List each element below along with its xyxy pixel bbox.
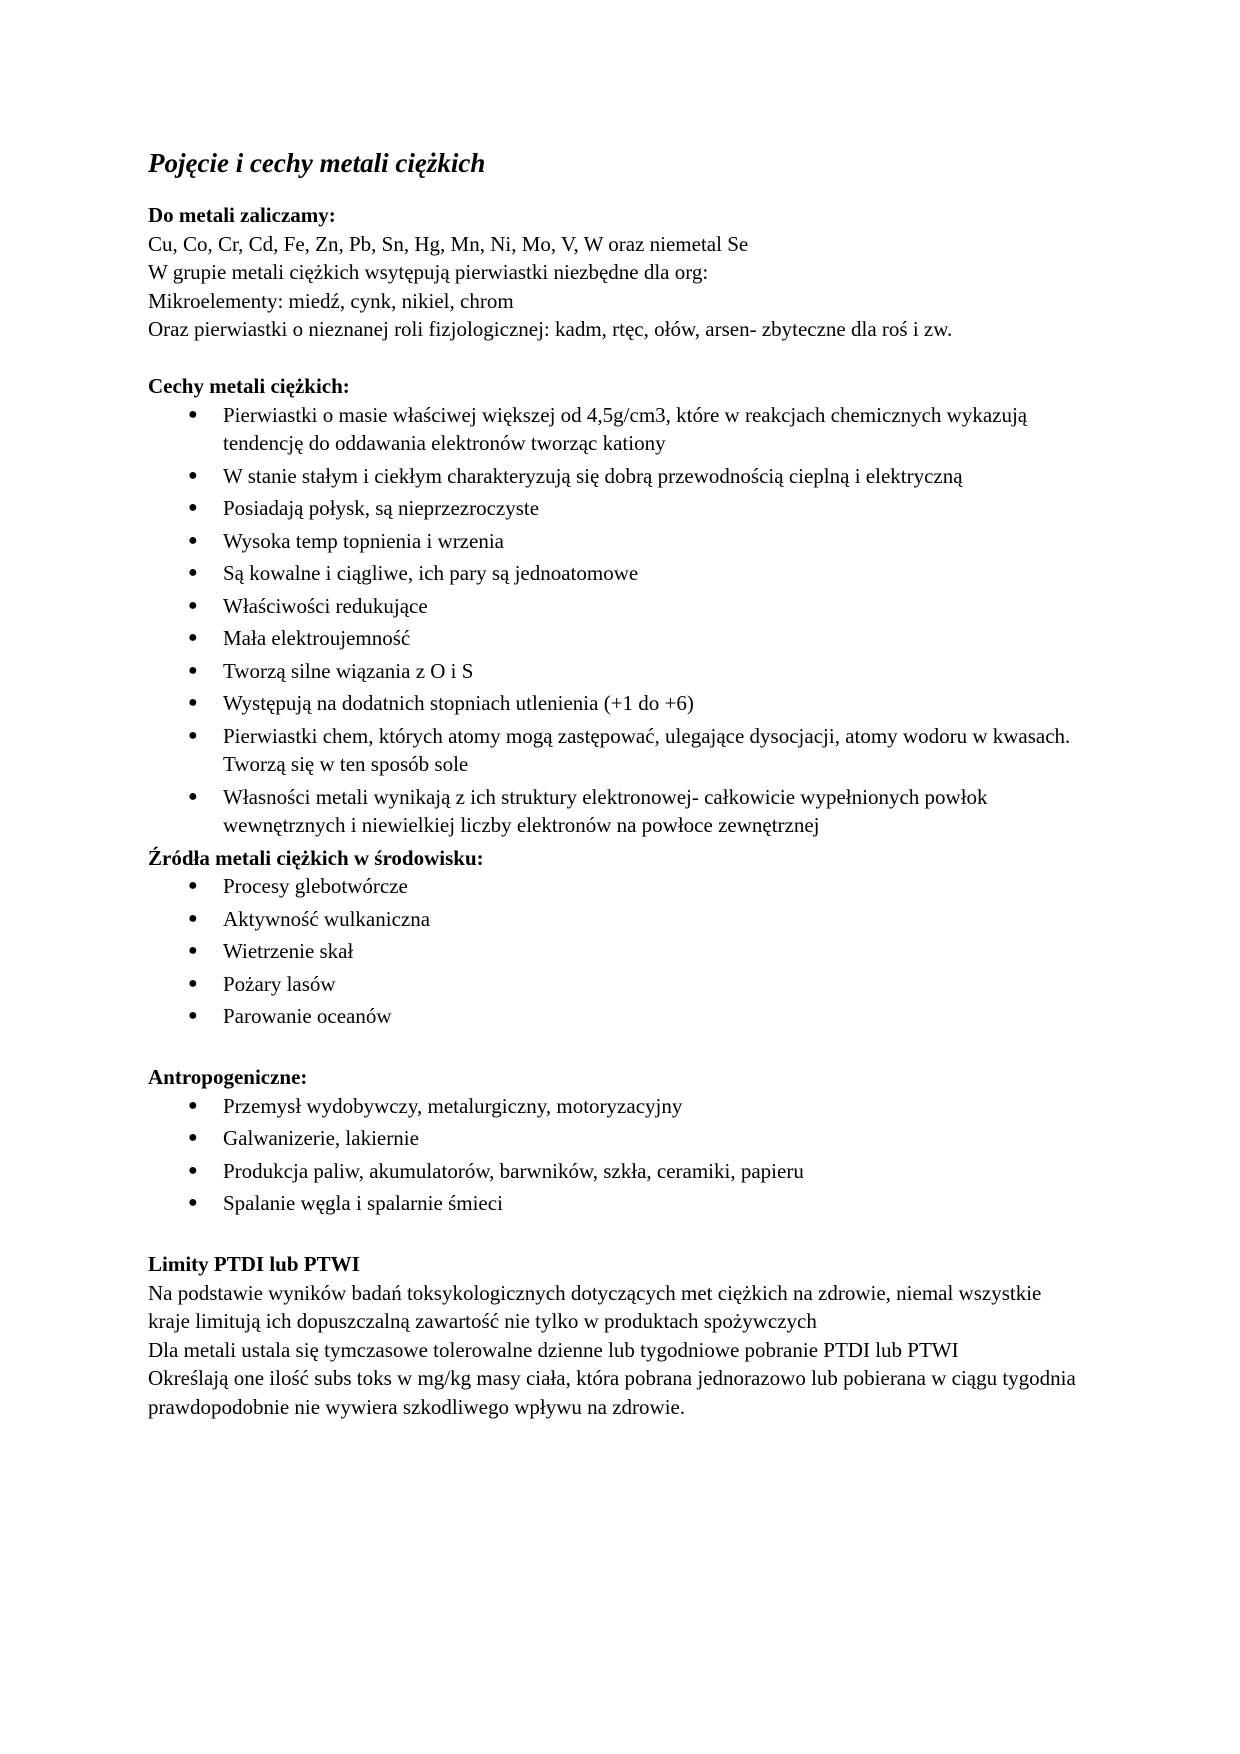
list-item-text: Procesy glebotwórcze: [223, 874, 408, 898]
list-item-text: Występują na dodatnich stopniach utlenienia (+1 do +6): [223, 691, 694, 715]
list-item: [148, 494, 1088, 523]
limits-line: Dla metali ustala się tymczasowe tolerowalne dzienne lub tygodniowe pobranie PTDI lub PTWI: [148, 1337, 959, 1362]
list-item: [148, 937, 1088, 966]
limits-line: Określają one ilość subs toks w mg/kg masy ciała, która pobrana jednorazowo lub pobierana w ciągu tygodnia prawdopodobnie nie wywiera szkodliwego wpływu na zdrowie.: [148, 1366, 1076, 1419]
list-item: [148, 689, 1088, 718]
list-item: [148, 905, 1088, 934]
bullet-icon: ●: [188, 629, 198, 646]
list-item-text: Są kowalne i ciągliwe, ich pary są jednoatomowe: [223, 561, 639, 585]
metals-line: Cu, Co, Cr, Cd, Fe, Zn, Pb, Sn, Hg, Mn, Ni, Mo, V, W oraz niemetal Se: [148, 231, 749, 256]
document-body: [148, 145, 1088, 1421]
features-section: [148, 372, 1088, 840]
list-item-text: W stanie stałym i ciekłym charakteryzują się dobrą przewodnością cieplną i elektryczną: [223, 463, 963, 488]
list-item-text: Posiadają połysk, są nieprzezroczyste: [223, 496, 540, 520]
list-item-text: Wysoka temp topnienia i wrzenia: [223, 528, 504, 553]
anthropogenic-heading: Antropogeniczne:: [148, 1065, 308, 1089]
bullet-icon: ●: [188, 1007, 198, 1024]
list-item: [148, 592, 1088, 621]
list-item-text: Właściwości redukujące: [223, 593, 428, 618]
spacer: [148, 1035, 1088, 1064]
list-item: [148, 1124, 1088, 1153]
list-item: [148, 559, 1088, 588]
list-item-text: Tworzą silne wiązania z O i S: [223, 658, 474, 683]
anthropogenic-section: [148, 1063, 1088, 1218]
bullet-icon: ●: [188, 405, 198, 423]
list-item-text: Własności metali wynikają z ich struktury elektronowej- całkowicie wypełnionych powłok wewnętrznych i niewielkiej liczby elektronów na powłoce zewnętrznej: [223, 784, 988, 837]
features-heading: Cechy metali ciężkich:: [148, 374, 350, 398]
list-item-text: Wietrzenie skał: [223, 939, 354, 963]
list-item: [148, 783, 1088, 840]
bullet-icon: ●: [188, 531, 198, 549]
list-item-text: Mała elektroujemność: [223, 626, 411, 650]
metals-section: [148, 201, 1088, 344]
list-item: [148, 1189, 1088, 1218]
bullet-icon: ●: [188, 877, 198, 894]
anthropogenic-list: [148, 1092, 1088, 1218]
bullet-icon: ●: [188, 942, 198, 959]
list-item: [148, 1157, 1088, 1186]
list-item-text: Pożary lasów: [223, 971, 336, 996]
list-item-text: Przemysł wydobywczy, metalurgiczny, motoryzacyjny: [223, 1093, 683, 1118]
limits-section: [148, 1250, 1088, 1421]
bullet-icon: ●: [188, 1194, 198, 1211]
limits-heading: Limity PTDI lub PTWI: [148, 1252, 360, 1276]
metals-heading: Do metali zaliczamy:: [148, 203, 336, 227]
bullet-icon: ●: [188, 466, 198, 484]
list-item: [148, 872, 1088, 901]
list-item-text: Aktywność wulkaniczna: [223, 906, 431, 931]
list-item-text: Galwanizerie, lakiernie: [223, 1126, 419, 1150]
list-item-text: Produkcja paliw, akumulatorów, barwników, szkła, ceramiki, papieru: [223, 1158, 804, 1183]
sources-section: [148, 844, 1088, 1031]
list-item: [148, 722, 1088, 779]
list-item-text: Spalanie węgla i spalarnie śmieci: [223, 1191, 503, 1215]
metals-line: W grupie metali ciężkich wsytępują pierwiastki niezbędne dla org:: [148, 260, 709, 284]
bullet-icon: ●: [188, 596, 198, 614]
bullet-icon: ●: [188, 564, 198, 581]
list-item: [148, 527, 1088, 556]
bullet-icon: ●: [188, 499, 198, 516]
bullet-icon: ●: [188, 1161, 198, 1179]
list-item-text: Pierwiastki chem, których atomy mogą zastępować, ulegające dysocjacji, atomy wodoru w kwasach. Tworzą się w ten sposób sole: [223, 723, 1071, 776]
list-item: [148, 970, 1088, 999]
list-item: [148, 1002, 1088, 1031]
bullet-icon: ●: [188, 1096, 198, 1114]
metals-line: Mikroelementy: miedź, cynk, nikiel, chrom: [148, 288, 514, 313]
list-item-text: Parowanie oceanów: [223, 1004, 392, 1028]
bullet-icon: ●: [188, 694, 198, 711]
list-item: [148, 624, 1088, 653]
list-item: [148, 462, 1088, 491]
bullet-icon: ●: [188, 1129, 198, 1146]
bullet-icon: ●: [188, 974, 198, 992]
list-item: [148, 401, 1088, 458]
bullet-icon: ●: [188, 661, 198, 679]
bullet-icon: ●: [188, 726, 198, 744]
list-item-text: Pierwiastki o masie właściwej większej od 4,5g/cm3, które w reakcjach chemicznych wykazują tendencję do oddawania elektronów tworząc kationy: [223, 402, 1028, 455]
spacer: [148, 344, 1088, 373]
bullet-icon: ●: [188, 909, 198, 927]
list-item: [148, 657, 1088, 686]
list-item: [148, 1092, 1088, 1121]
limits-line: Na podstawie wyników badań toksykologicznych dotyczących met ciężkich na zdrowie, niemal wszystkie kraje limitują ich dopuszczalną zawartość nie tylko w produktach spożywczych: [148, 1280, 1042, 1333]
features-list: [148, 401, 1088, 840]
bullet-icon: ●: [188, 787, 198, 805]
document-title: Pojęcie i cechy metali ciężkich: [148, 148, 486, 178]
sources-list: [148, 872, 1088, 1031]
spacer: [148, 1222, 1088, 1251]
sources-heading: Źródła metali ciężkich w środowisku:: [148, 845, 484, 870]
metals-line: Oraz pierwiastki o nieznanej roli fizjologicznej: kadm, rtęc, ołów, arsen- zbyteczne dla roś i zw.: [148, 317, 953, 341]
